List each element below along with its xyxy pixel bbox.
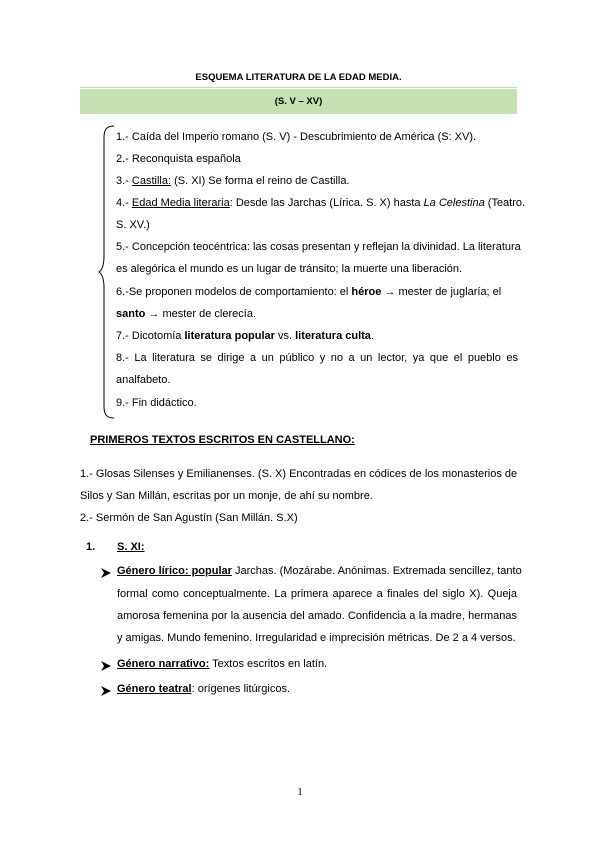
schema-line-1: 1.- Caída del Imperio romano (S. V) - Descubrimiento de América (S: XV). <box>116 131 477 143</box>
schema-line-6a <box>116 286 518 298</box>
schema-line-5b: es alegórica el mundo es un lugar de tránsito; la muerte una liberación. <box>116 263 463 275</box>
bullet-narrativo <box>117 658 517 670</box>
primeros-line-1b: Silos y San Millán, escritas por un monje, de ahí su nombre. <box>80 490 373 502</box>
l4-a: : Desde las Jarchas (Lírica. S. X) hasta <box>229 197 424 209</box>
l7-vs: vs. <box>274 330 296 342</box>
schema-line-9: 9.- Fin didáctico. <box>116 397 197 409</box>
primeros-line-1a: 1.- Glosas Silenses y Emilianenses. (S. X) Encontradas en códices de los monasterios de <box>80 468 518 480</box>
curly-brace-icon <box>98 124 116 420</box>
page-number: 1 <box>297 786 303 798</box>
narrativo-rest: Textos escritos en latín. <box>209 658 328 670</box>
lirico-term: Género lírico: popular <box>117 565 232 577</box>
l4-b: (Teatro. <box>484 197 526 209</box>
schema-line-8a: 8.- La literatura se dirige a un público y no a un lector, ya que el pueblo es <box>116 352 518 364</box>
arrowhead-bullet-icon <box>100 685 112 697</box>
primeros-heading: PRIMEROS TEXTOS ESCRITOS EN CASTELLANO: <box>90 434 355 446</box>
bullet-lirico-line-4: y amigas. Mundo femenino. Irregularidad e imprecisión métricas. De 2 a 4 versos. <box>117 632 516 644</box>
schema-line-4 <box>116 197 526 209</box>
teatral-rest: : orígenes litúrgicos. <box>191 683 291 695</box>
schema-line-5a: 5.- Concepción teocéntrica: las cosas presentan y reflejan la divinidad. La literatura <box>116 241 521 253</box>
l7-end: . <box>370 330 374 342</box>
narrativo-term: Género narrativo: <box>117 658 210 670</box>
l7-a: 7.- Dicotomía <box>116 330 185 342</box>
header-title: ESQUEMA LITERATURA DE LA EDAD MEDIA. <box>80 68 517 88</box>
l6-c: mester de clerecía. <box>159 308 256 320</box>
section-title: S. XI: <box>117 541 145 553</box>
bullet-lirico-line-3: amorosa femenina por la ausencia del amado. Confidencia a la madre, hermanas <box>117 610 517 622</box>
schema-line-2: 2.- Reconquista española <box>116 153 241 165</box>
schema-line-4-cont: S. XV.) <box>116 219 150 231</box>
lirico-a: Jarchas. (Mozárabe. Anónimas. Extremada sencillez, tanto <box>231 565 522 577</box>
arrow-right-icon: → <box>381 286 399 298</box>
arrow-right-icon: → <box>145 308 160 320</box>
section-number: 1. <box>86 541 96 553</box>
arrowhead-bullet-icon <box>100 567 112 579</box>
schema-line-8b: analfabeto. <box>116 374 171 386</box>
l7-culta: literatura culta <box>295 330 371 342</box>
bullet-teatral <box>117 683 517 695</box>
schema-line-3 <box>116 175 518 187</box>
schema-line-7 <box>116 330 518 342</box>
l4-term: Edad Media literaria <box>131 197 230 209</box>
teatral-term: Género teatral <box>117 683 192 695</box>
l7-popular: literatura popular <box>184 330 275 342</box>
schema-line-6b <box>116 308 518 320</box>
header-subtitle: (S. V – XV) <box>80 89 517 114</box>
primeros-line-2: 2.- Sermón de San Agustín (San Millán. S.X) <box>80 512 298 524</box>
l6-heroe: héroe <box>351 286 382 298</box>
l6-b: mester de juglaría; el <box>398 286 502 298</box>
l6-santo: santo <box>116 308 146 320</box>
l4-italic: La Celestina <box>423 197 485 209</box>
l4-num: 4.- <box>116 197 132 209</box>
l3-rest: (S. XI) Se forma el reino de Castilla. <box>171 175 350 187</box>
l3-term: Castilla: <box>131 175 172 187</box>
bullet-lirico-line-1 <box>117 565 522 577</box>
arrowhead-bullet-icon <box>100 660 112 672</box>
bullet-lirico-line-2: formal como conceptualmente. La primera aparece a finales del siglo X). Queja <box>117 588 517 600</box>
l3-num: 3.- <box>116 175 132 187</box>
l6-a: 6.-Se proponen modelos de comportamiento: el <box>116 286 352 298</box>
